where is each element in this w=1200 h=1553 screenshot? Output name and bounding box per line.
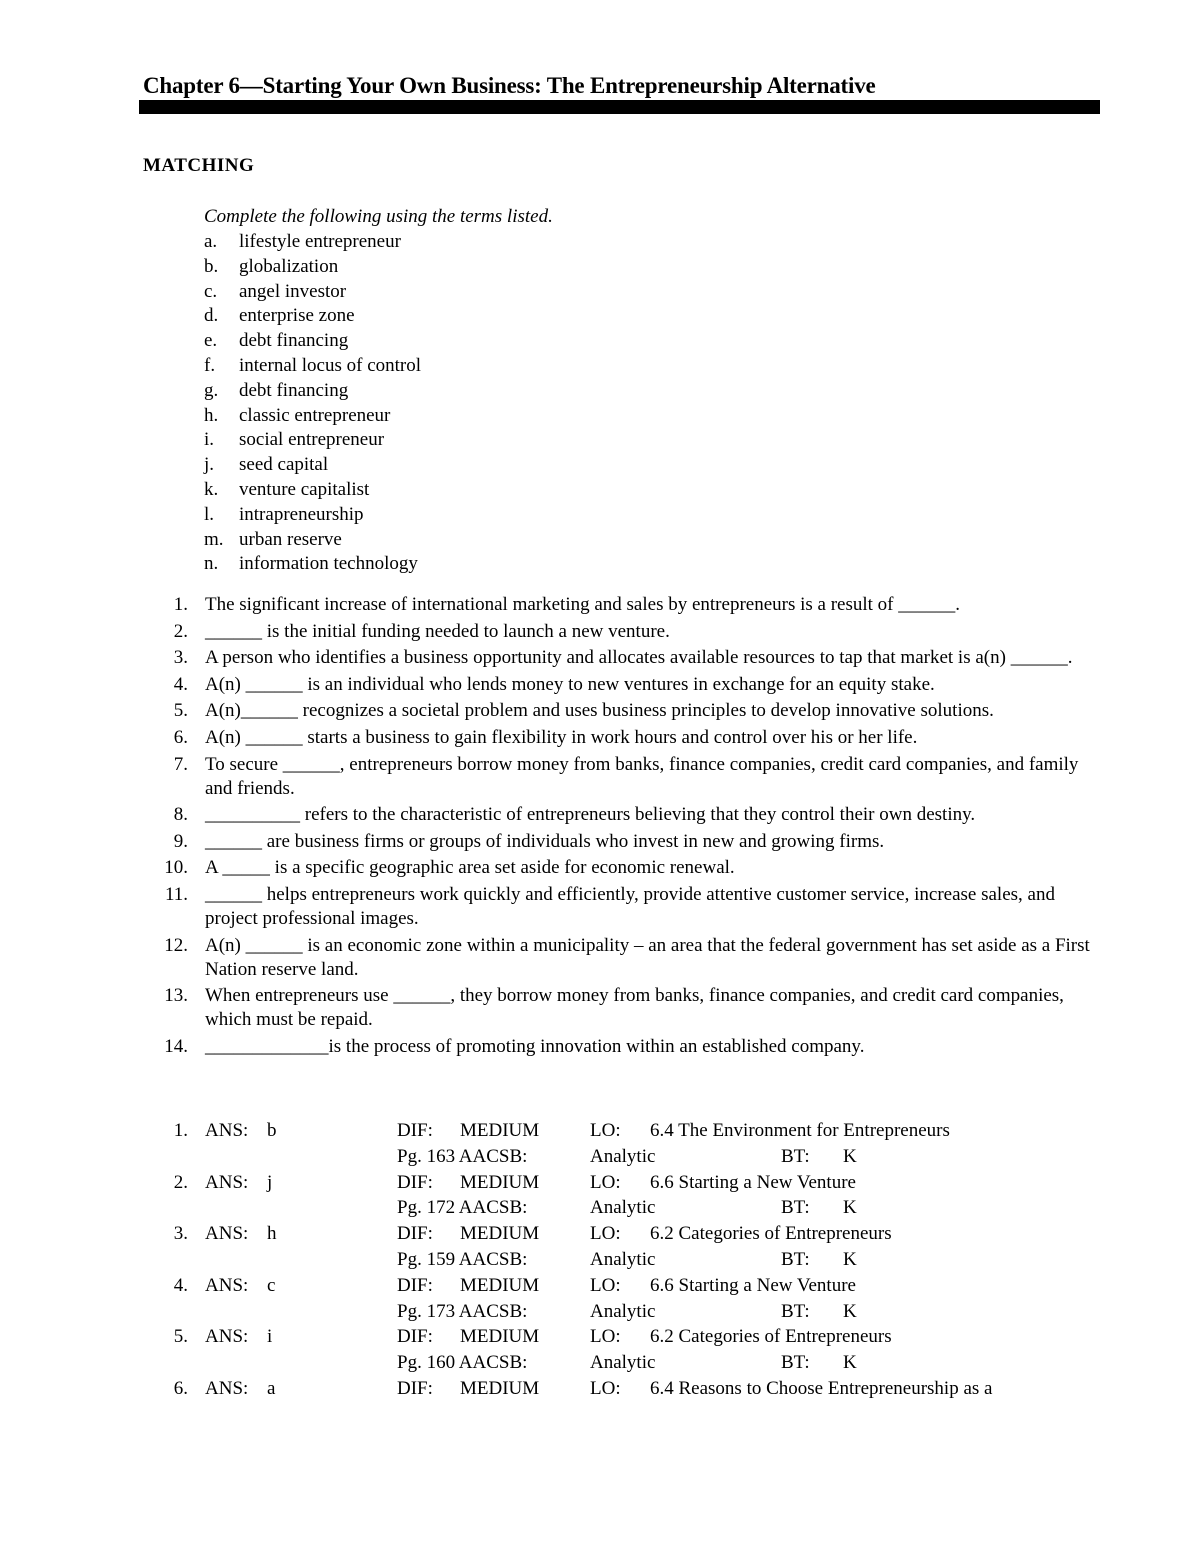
question-text: A(n)______ recognizes a societal problem and uses business principles to develop innovative solutions. — [205, 700, 994, 722]
question-item — [150, 673, 1100, 697]
term-item — [204, 503, 421, 528]
term-text: debt financing — [239, 379, 349, 401]
term-text: information technology — [239, 553, 418, 575]
term-list — [204, 230, 421, 577]
bloom-taxonomy-label: BT: — [781, 1352, 810, 1374]
bloom-taxonomy-value: K — [843, 1248, 857, 1270]
question-number: 3. — [173, 647, 188, 669]
term-item — [204, 404, 421, 429]
aacsb-value: Analytic — [590, 1248, 656, 1270]
page-reference: Pg. 163 AACSB: — [397, 1145, 528, 1167]
term-text: intrapreneurship — [239, 503, 364, 525]
page-reference: Pg. 160 AACSB: — [397, 1352, 528, 1374]
term-text: classic entrepreneur — [239, 404, 391, 426]
term-letter: j. — [204, 454, 215, 476]
term-text: seed capital — [239, 454, 329, 476]
answer-meta-row — [150, 1195, 1100, 1221]
question-text: ______ is the initial funding needed to launch a new venture. — [205, 620, 670, 642]
question-item — [150, 593, 1100, 617]
bloom-taxonomy-label: BT: — [781, 1300, 810, 1322]
difficulty-value: MEDIUM — [460, 1120, 540, 1141]
answer-value: i — [267, 1326, 273, 1348]
answer-number: 1. — [173, 1120, 188, 1141]
question-number: 4. — [173, 673, 188, 695]
bloom-taxonomy-label: BT: — [781, 1248, 810, 1270]
answer-number: 6. — [173, 1377, 188, 1399]
question-text: A(n) ______ is an economic zone within a municipality – an area that the federal government has set aside as a First Nation reserve land. — [205, 934, 1090, 980]
answer-row — [150, 1273, 1100, 1299]
aacsb-value: Analytic — [590, 1352, 656, 1374]
term-item — [204, 255, 421, 280]
learning-objective-value: 6.6 Starting a New Venture — [650, 1171, 856, 1193]
question-item — [150, 620, 1100, 644]
term-item — [204, 304, 421, 329]
title-rule — [139, 100, 1100, 114]
answer-meta-row — [150, 1350, 1100, 1376]
aacsb-value: Analytic — [590, 1197, 656, 1219]
answer-label: ANS: — [205, 1171, 249, 1193]
question-number: 8. — [173, 804, 188, 826]
term-item — [204, 329, 421, 354]
question-number: 1. — [173, 594, 188, 615]
term-item — [204, 379, 421, 404]
question-text: A(n) ______ is an individual who lends money to new ventures in exchange for an equity stake. — [205, 673, 935, 695]
question-text: A person who identifies a business opportunity and allocates available resources to tap that market is a(n) ______. — [205, 647, 1073, 669]
answer-label: ANS: — [205, 1223, 249, 1245]
learning-objective-label: LO: — [590, 1326, 621, 1348]
question-item — [150, 699, 1100, 723]
learning-objective-label: LO: — [590, 1171, 621, 1193]
term-item — [204, 230, 421, 255]
answer-value: h — [267, 1223, 277, 1245]
term-letter: d. — [204, 305, 219, 327]
term-letter: e. — [204, 330, 218, 352]
answer-value: c — [267, 1274, 276, 1296]
section-heading: MATCHING — [143, 155, 255, 176]
difficulty-value: MEDIUM — [460, 1223, 540, 1245]
answer-row — [150, 1324, 1100, 1350]
difficulty-label: DIF: — [397, 1171, 433, 1193]
question-text: A _____ is a specific geographic area set aside for economic renewal. — [205, 857, 735, 879]
term-item — [204, 552, 421, 577]
answer-label: ANS: — [205, 1377, 249, 1399]
answer-label: ANS: — [205, 1120, 249, 1141]
term-text: internal locus of control — [239, 354, 422, 376]
question-item — [150, 934, 1100, 982]
term-letter: m. — [204, 528, 224, 550]
term-letter: f. — [204, 354, 216, 376]
aacsb-value: Analytic — [590, 1145, 656, 1167]
term-text: social entrepreneur — [239, 429, 385, 451]
question-item — [150, 726, 1100, 750]
answer-key — [150, 1118, 1100, 1402]
term-letter: h. — [204, 404, 219, 426]
question-number: 10. — [164, 857, 188, 879]
question-item — [150, 753, 1100, 801]
question-number: 5. — [173, 700, 188, 722]
answer-number: 5. — [173, 1326, 188, 1348]
question-text: _____________is the process of promoting innovation within an established company. — [205, 1035, 865, 1057]
term-letter: b. — [204, 255, 219, 277]
term-letter: n. — [204, 553, 219, 575]
question-item — [150, 803, 1100, 827]
question-number: 11. — [164, 883, 188, 905]
answer-meta-row — [150, 1299, 1100, 1325]
term-text: globalization — [239, 255, 339, 277]
learning-objective-value: 6.2 Categories of Entrepreneurs — [650, 1223, 892, 1245]
answer-value: j — [267, 1171, 273, 1193]
instructions: Complete the following using the terms listed. — [204, 206, 553, 227]
answer-row — [150, 1170, 1100, 1196]
answer-value: b — [267, 1120, 277, 1141]
question-text: A(n) ______ starts a business to gain flexibility in work hours and control over his or her life. — [205, 726, 918, 748]
question-text: ______ are business firms or groups of individuals who invest in new and growing firms. — [205, 830, 885, 852]
term-item — [204, 453, 421, 478]
question-text: ______ helps entrepreneurs work quickly and efficiently, provide attentive customer service, increase sales, and project professional images. — [205, 883, 1055, 929]
question-item — [150, 646, 1100, 670]
answer-number: 3. — [173, 1223, 188, 1245]
bloom-taxonomy-value: K — [843, 1352, 857, 1374]
difficulty-label: DIF: — [397, 1223, 433, 1245]
term-letter: a. — [204, 231, 218, 252]
difficulty-value: MEDIUM — [460, 1377, 540, 1399]
question-item — [150, 856, 1100, 880]
term-letter: g. — [204, 379, 219, 401]
answer-label: ANS: — [205, 1326, 249, 1348]
question-item — [150, 830, 1100, 854]
learning-objective-value: 6.2 Categories of Entrepreneurs — [650, 1326, 892, 1348]
bloom-taxonomy-value: K — [843, 1197, 857, 1219]
answer-meta-row — [150, 1247, 1100, 1273]
term-text: angel investor — [239, 280, 347, 302]
answer-label: ANS: — [205, 1274, 249, 1296]
difficulty-label: DIF: — [397, 1326, 433, 1348]
answer-meta-row — [150, 1144, 1100, 1170]
difficulty-value: MEDIUM — [460, 1326, 540, 1348]
learning-objective-label: LO: — [590, 1274, 621, 1296]
question-number: 7. — [173, 753, 188, 775]
question-text: When entrepreneurs use ______, they borrow money from banks, finance companies, and credit card companies, which must be repaid. — [205, 985, 1064, 1031]
answer-value: a — [267, 1377, 276, 1399]
learning-objective-label: LO: — [590, 1223, 621, 1245]
question-text: To secure ______, entrepreneurs borrow money from banks, finance companies, credit card companies, and family and friends. — [205, 753, 1079, 799]
bloom-taxonomy-label: BT: — [781, 1197, 810, 1219]
difficulty-label: DIF: — [397, 1377, 433, 1399]
term-text: venture capitalist — [239, 478, 370, 500]
learning-objective-value: 6.6 Starting a New Venture — [650, 1274, 856, 1296]
question-item — [150, 1035, 1100, 1059]
aacsb-value: Analytic — [590, 1300, 656, 1322]
answer-row — [150, 1118, 1100, 1144]
page-reference: Pg. 159 AACSB: — [397, 1248, 528, 1270]
question-text: __________ refers to the characteristic of entrepreneurs believing that they control their own destiny. — [205, 804, 976, 826]
term-text: debt financing — [239, 330, 349, 352]
term-item — [204, 428, 421, 453]
question-text: The significant increase of international marketing and sales by entrepreneurs is a result of ______. — [205, 594, 960, 615]
term-letter: k. — [204, 478, 219, 500]
question-number: 6. — [173, 726, 188, 748]
question-number: 12. — [164, 934, 188, 956]
learning-objective-label: LO: — [590, 1377, 621, 1399]
difficulty-label: DIF: — [397, 1274, 433, 1296]
question-item — [150, 883, 1100, 931]
difficulty-value: MEDIUM — [460, 1274, 540, 1296]
answer-row — [150, 1221, 1100, 1247]
question-number: 2. — [173, 620, 188, 642]
bloom-taxonomy-value: K — [843, 1300, 857, 1322]
bloom-taxonomy-value: K — [843, 1145, 857, 1167]
question-number: 13. — [164, 985, 188, 1007]
learning-objective-value: 6.4 The Environment for Entrepreneurs — [650, 1120, 950, 1141]
term-text: lifestyle entrepreneur — [239, 231, 401, 252]
term-text: enterprise zone — [239, 305, 355, 327]
difficulty-label: DIF: — [397, 1120, 433, 1141]
term-letter: i. — [204, 429, 215, 451]
learning-objective-label: LO: — [590, 1120, 621, 1141]
answer-number: 2. — [173, 1171, 188, 1193]
question-number: 9. — [173, 830, 188, 852]
question-item — [150, 984, 1100, 1032]
learning-objective-value: 6.4 Reasons to Choose Entrepreneurship as a — [650, 1377, 993, 1399]
page-reference: Pg. 172 AACSB: — [397, 1197, 528, 1219]
page-reference: Pg. 173 AACSB: — [397, 1300, 528, 1322]
question-number: 14. — [164, 1035, 188, 1057]
chapter-title: Chapter 6—Starting Your Own Business: The Entrepreneurship Alternative — [143, 73, 876, 98]
term-letter: c. — [204, 280, 218, 302]
answer-number: 4. — [173, 1274, 188, 1296]
term-item — [204, 280, 421, 305]
term-item — [204, 478, 421, 503]
term-letter: l. — [204, 503, 215, 525]
bloom-taxonomy-label: BT: — [781, 1145, 810, 1167]
difficulty-value: MEDIUM — [460, 1171, 540, 1193]
term-item — [204, 354, 421, 379]
term-item — [204, 528, 421, 553]
answer-row — [150, 1376, 1100, 1402]
question-list — [150, 593, 1100, 1061]
term-text: urban reserve — [239, 528, 342, 550]
